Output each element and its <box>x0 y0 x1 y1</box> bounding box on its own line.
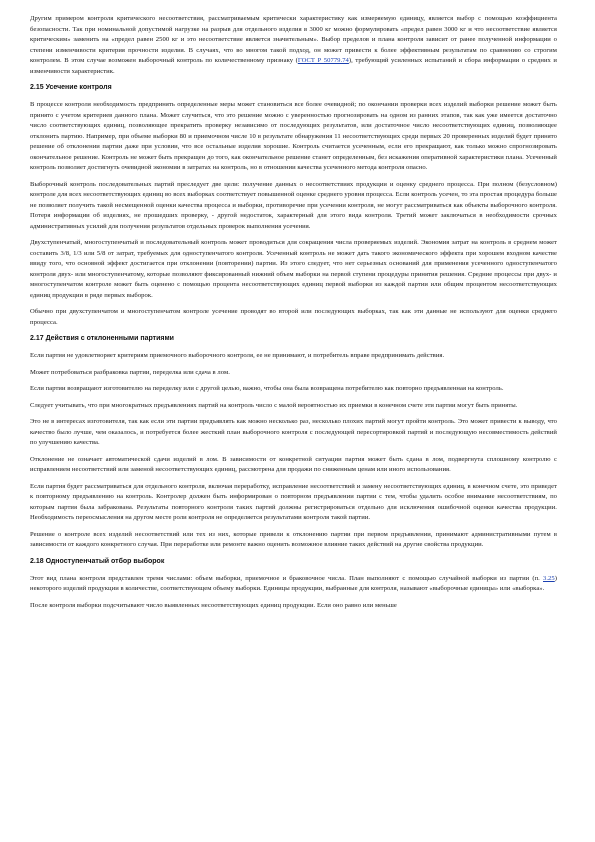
gost-link[interactable]: ГОСТ Р 50779.74 <box>297 57 349 64</box>
paragraph-text: Этот вид плана контроля представлен тремя числами: объем выборки, приемочное и браковочное числа. План выполняют с помощью случайной выборки из партии (п. <box>30 574 543 582</box>
paragraph-critical-nonconformity <box>30 14 557 77</box>
document-body <box>30 14 557 617</box>
paragraph: Решение о контроле всех изделий несоответствий или тех из них, которые привели к отклонению партии при первом предъявлении, принимают административными путем в зависимости от каждого конкретного случая. При переработке или ремонте важно оценить возможное влияние таких действий на другие свойства продукции. <box>30 530 557 548</box>
paragraph: Отклонение не означает автоматической сдачи изделий в лом. В зависимости от конкретной ситуации партия может быть сдана в лом, подвергнута сплошному контролю с исправлением несоответствий или заменой несоответствующих единиц, рассмотрена для продажи по сниженным ценам или иного использования. <box>30 455 557 473</box>
paragraph: Следует учитывать, что при многократных предъявлениях партий на контроль число с малой вероятностью их приемки в конечном счете эти партии могут быть приняты. <box>30 401 518 409</box>
section-heading-2-18: 2.18 Одноступенчатый отбор выборок <box>30 557 165 565</box>
paragraph: Двухступенчатый, многоступенчатый и последовательный контроль может проводиться для сокращения числа проверяемых изделий. Экономия затрат на контроль в среднем может составить 3/8, 1/3 или 5/8 от затрат, требуемых для одноступенчатого контроля. Усеченный контроль не может дать такого экономического эффекта при хорошем входном качестве ввиду того, что основной эффект достигается при отклонении (повторении) партии. Из этого следует, что нет серьезных оснований для применения усеченного одноступенчатого контроля двух- или многоступенчатому, которые позволяют фиксированный нижний объем выборки на первой ступени процедуры принятия решения. Средние процессы при двух- и многоступенчатом контроле может быть оценено с помощью процента несоответствующих единиц первой выборки из каждой партии или общим процентом несоответствующих единиц продукции в ряде первых выборок. <box>30 239 557 299</box>
paragraph: Если партия не удовлетворяет критериям приемочного выборочного контроля, ее не принимают, и потребитель вправе предпринимать действия. <box>30 352 445 359</box>
paragraph: В процессе контроля необходимость предпринять определенные меры может становиться все более очевидной; по окончании проверки всех изделий выборки решение может быть принято с учетом критериев данного плана. Может случиться, что это решение можно с уверенностью прогнозировать на одном из ранних этапов, так как уже имеется достаточно число соответствующих единиц, позволяющее прекратить проверку независимо от последующих результатов, или достаточное число несоответствующих единиц, позволяющее отклонить партию. Например, при объеме выборки 80 и приемочном числе 10 в результате обнаружения 11 несоответствующих среди первых 20 проверенных изделий будет принято решение об отклонении партии даже при условии, что все остальные изделия хорошие. Контроль считается усеченным, если его прекращают, как только можно спрогнозировать окончательное решение. Контроль не может быть прекращен до того, как окончательное решение станет определенным, без искажения оперативной характеристики плана. Усеченный контроль позволяет достигнуть очевидной экономии в затратах на контроль, но в отношении качества усеченного метода контроля опасно. <box>30 101 557 171</box>
paragraph: Если партия будет рассматриваться для отдельного контроля, включая переработку, исправление несоответствий и замену несоответствующих единиц, в конечном счете, это приведет к повторному предъявлению на контроль. Контролер должен быть информирован о повторном предъявлении партии с тем, чтобы удалить особое внимание несоответствиям, по которым партия была забракована. Результаты повторного контроля таких партий должны регистрироваться отдельно для исключения ошибочной оценки качества продукции. Необходимость переосмысления на другом месте роли контроля не определяется результатами контроля такой партии. <box>30 482 557 521</box>
paragraph: Может потребоваться разбраковка партии, переделка или сдача в лом. <box>30 368 230 376</box>
paragraph-text: Другим примером контроля критического несоответствия, рассматриваемым критически характеристику как измеряемую единицу, является выбор с помощью коэффициента безопасности. Так при номинальной допустимой нагрузке на разрыв для отдельного изделия в 3000 кг можно формулировать «предел равен 3000 кг и что несоответствие является критическим» заменить на «предел равен 2500 кг и это несоответствие является значительным». Выбор пределов и плана контроля зависит от ранее полученной информации о степени изменчивости критерия прочности изделия. В случаях, что во многом такой подход, он может привести к более эффективным результатам по сравнению со строгим контролем. В этом случае возможен выборочный контроль по количественному признаку ( <box>30 15 557 64</box>
section-heading-2-17: 2.17 Действия с отклоненными партиями <box>30 335 174 342</box>
paragraph-single-stage-sampling <box>30 574 557 595</box>
paragraph-text: ) некоторого изделий продукции в количестве, соответствующем объему выборки. Единицы продукции, выбранные для контроля, называют «выборочные единицы» или «выборка». <box>30 574 557 592</box>
paragraph-last: После контроля выборки подсчитывают число выявленных несоответствующих единиц продукции. Если оно равно или меньше <box>30 601 397 609</box>
paragraph: Это не в интересах изготовителя, так как если эти партии предъявлять как можно несколько раз, несколько плохих партий могут пройти контроль. Это может привести к выводу, что качество было лучше, чем оказалось, и потребуется более жесткий план выборочного контроля с последующей пересортировкой партий и последующую несовместимость действий по улучшению качества. <box>30 418 557 446</box>
paragraph: Обычно при двухступенчатом и многоступенчатом контроле усечение проводят во второй или последующих выборках, так как эти данные не используют для оценки среднего процесса. <box>30 308 557 326</box>
clause-3-25-link[interactable]: 3.25 <box>543 574 555 582</box>
paragraph-text: ), требующий усиленных испытаний и сбора информации о средних и изменчивости характеристик. <box>30 57 558 75</box>
section-heading-2-15: 2.15 Усечение контроля <box>30 84 112 91</box>
paragraph: Если партии возвращают изготовителю на переделку или с другой целью, важно, чтобы она была возвращена потребителю как повторно предъявленная на контроль. <box>30 385 504 392</box>
paragraph: Выборочный контроль последовательных партий преследует две цели: получение данных о несоответствиях продукции и оценку среднего процесса. При полном (безусловном) контроле для всех несоответствующих единиц во всех выборках соответствует повышенной оценке среднего уровня процесса. Если контроль усечен, то эта простая процедура больше не позволяет получить такой несмещенной оценки качества процесса и выборки, противоречие при усечении контроля, не могут рассматриваться как объекты выборочного контроля. Потеря информации об изделиях, не прошедших проверку, - другой недостаток, характерный для этого вида контроля. Третий может заключаться в необходимости срочных административных усилий для получения результатов отдельных проверок выполнения усечения. <box>30 180 557 230</box>
